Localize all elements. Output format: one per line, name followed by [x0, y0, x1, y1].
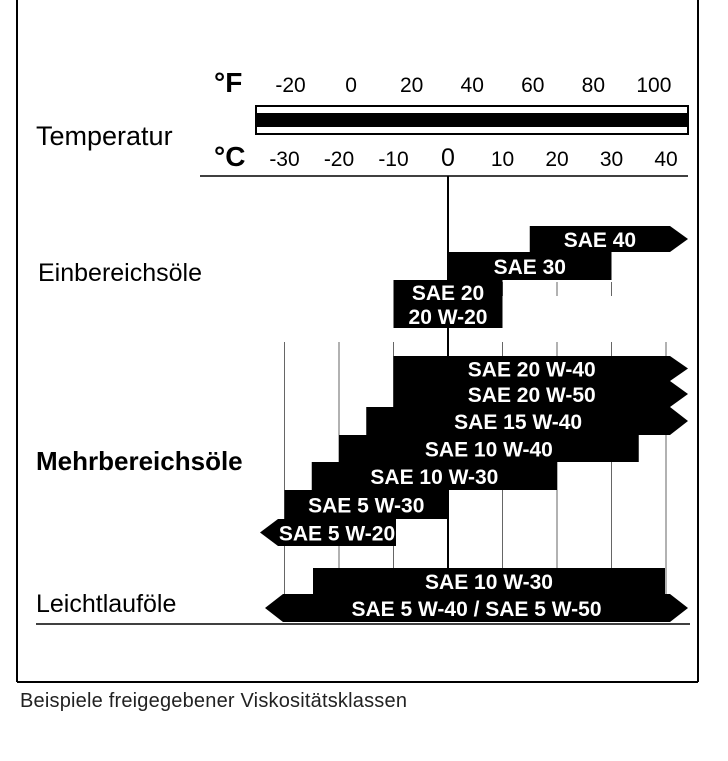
diagram-caption: Beispiele freigegebener Viskositätsklassen — [20, 690, 408, 712]
oil-bar-label: SAE 10 W-40 — [424, 438, 553, 462]
celsius-tick-label: -10 — [378, 148, 409, 171]
oil-bars — [260, 226, 688, 622]
group-label-einbereichsoele: Einbereichsöle — [38, 259, 202, 287]
oil-bar-label: SAE 20 W-50 — [467, 384, 596, 407]
celsius-tick-label: 20 — [545, 148, 569, 171]
oil-bar-label: SAE 5 W-30 — [308, 494, 425, 518]
fahrenheit-tick-label: 80 — [581, 74, 606, 97]
celsius-tick-label: 10 — [490, 148, 515, 171]
celsius-tick-label: 30 — [599, 148, 624, 171]
temperature-label: Temperatur — [36, 121, 173, 151]
oil-bar-label: SAE 10 W-30 — [370, 466, 499, 489]
celsius-tick-label: 0 — [441, 144, 455, 172]
fahrenheit-unit: °F — [214, 67, 243, 98]
oil-bar-label: SAE 20 — [411, 282, 485, 305]
fahrenheit-tick-label: 60 — [521, 74, 545, 97]
oil-bar-label: SAE 15 W-40 — [454, 411, 583, 434]
group-label-leichtlaufoele: Leichtlauföle — [36, 590, 177, 618]
oil-bar-label: SAE 10 W-30 — [425, 571, 553, 594]
fahrenheit-tick-label: 0 — [345, 74, 357, 97]
oil-bar-label: 20 W-20 — [408, 306, 488, 329]
fahrenheit-tick-labels — [275, 74, 671, 97]
celsius-tick-label: -30 — [269, 148, 300, 171]
celsius-tick-labels — [269, 144, 677, 172]
fahrenheit-tick-label: 100 — [636, 74, 672, 97]
oil-bar-label: SAE 40 — [563, 229, 637, 252]
celsius-unit: °C — [214, 141, 246, 172]
oil-bar-label: SAE 20 W-40 — [467, 358, 596, 382]
fahrenheit-tick-label: 40 — [460, 74, 484, 97]
celsius-tick-label: 40 — [654, 148, 678, 171]
fahrenheit-tick-label: -20 — [275, 74, 306, 97]
celsius-tick-label: -20 — [323, 148, 355, 171]
group-label-mehrbereichsoele: Mehrbereichsöle — [36, 446, 243, 476]
thermometer-band — [257, 113, 687, 127]
oil-bar-label: SAE 5 W-40 / SAE 5 W-50 — [351, 598, 602, 621]
fahrenheit-tick-label: 20 — [399, 74, 424, 97]
oil-bar-label: SAE 5 W-20 — [278, 522, 396, 546]
oil-bar-label: SAE 30 — [493, 256, 566, 279]
